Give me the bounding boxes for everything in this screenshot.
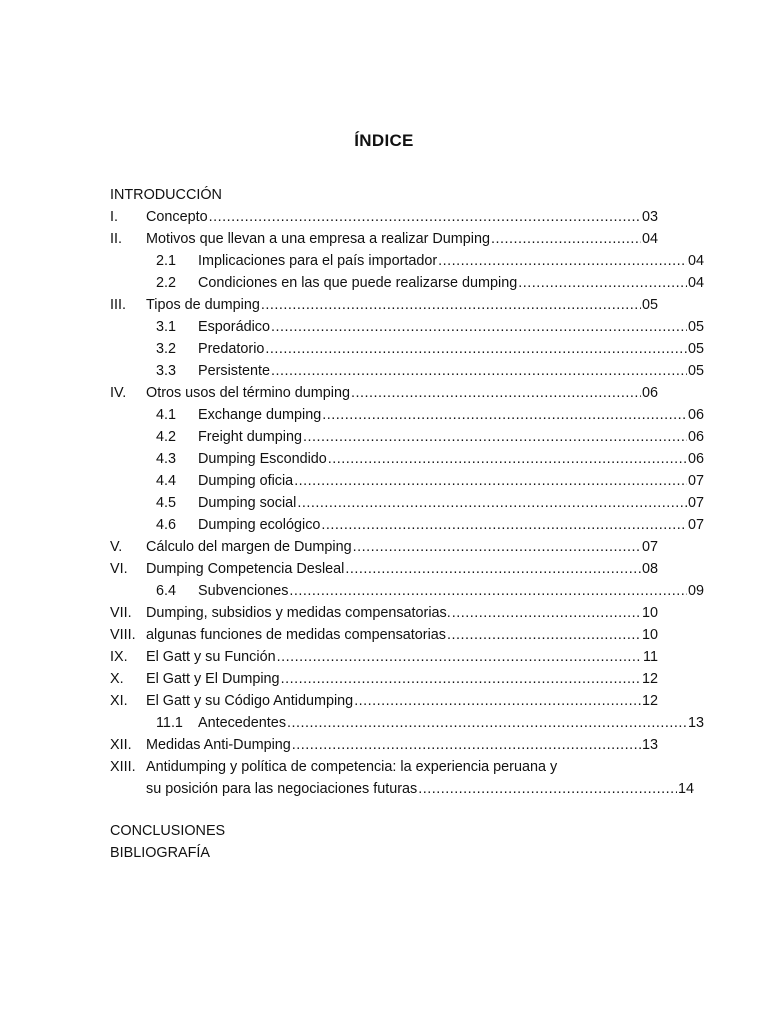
toc-subentry [110, 316, 704, 338]
toc-page: 12 [641, 693, 658, 709]
bibliography-heading: BIBLIOGRAFÍA [110, 845, 210, 861]
toc-page: 11 [643, 649, 658, 665]
toc-number: 4.3 [156, 451, 177, 467]
toc-number: IV. [110, 385, 127, 401]
toc-number: VII. [110, 605, 132, 621]
dot-leader [294, 470, 687, 492]
toc-number: VI. [110, 561, 128, 577]
dot-leader [271, 316, 687, 338]
dot-leader [345, 558, 641, 580]
toc-page: 07 [687, 495, 704, 511]
toc-entry [110, 734, 658, 756]
dot-leader [354, 690, 641, 712]
toc-number: 4.5 [156, 495, 177, 511]
toc-number: 4.6 [156, 517, 177, 533]
toc-page: 14 [677, 781, 694, 797]
toc-number: 11.1 [156, 715, 183, 731]
toc-page: 06 [641, 385, 658, 401]
toc-entry [110, 602, 658, 624]
toc-subentry [110, 470, 704, 492]
toc-page: 12 [641, 671, 658, 687]
dot-leader [261, 294, 641, 316]
toc-label: Implicaciones para el país importador [198, 253, 438, 269]
toc-subentry [110, 272, 704, 294]
toc-label: Subvenciones [198, 583, 289, 599]
toc-number: 2.1 [156, 253, 177, 269]
toc-subentry [110, 404, 704, 426]
toc-page: 06 [687, 407, 704, 423]
toc-page: 10 [641, 605, 658, 621]
dot-leader [328, 448, 687, 470]
toc-label: su posición para las negociaciones futuras [146, 781, 418, 797]
dot-leader [287, 712, 687, 734]
dot-leader [292, 734, 641, 756]
toc-label: Dumping Competencia Desleal [146, 561, 345, 577]
toc-label: Concepto [146, 209, 208, 225]
toc-label: Exchange dumping [198, 407, 322, 423]
toc-number: 6.4 [156, 583, 177, 599]
toc-entry [110, 668, 658, 690]
dot-leader [491, 228, 641, 250]
dot-leader [209, 206, 641, 228]
toc-label: Dumping oficia [198, 473, 294, 489]
toc-number: 3.2 [156, 341, 177, 357]
toc-page: 06 [687, 451, 704, 467]
toc-label: Antidumping y política de competencia: la experiencia peruana y [146, 759, 558, 775]
toc-entry [110, 690, 658, 712]
toc-subentry [110, 250, 704, 272]
toc-label: Otros usos del término dumping [146, 385, 350, 401]
dot-leader [277, 646, 642, 668]
dot-leader [289, 580, 687, 602]
toc-entry [110, 536, 658, 558]
dot-leader [271, 360, 687, 382]
dot-leader [265, 338, 687, 360]
dot-leader [281, 668, 641, 690]
toc-label: El Gatt y su Código Antidumping [146, 693, 354, 709]
conclusions-heading: CONCLUSIONES [110, 823, 226, 839]
toc-number: X. [110, 671, 124, 687]
toc-number: 4.2 [156, 429, 177, 445]
toc-subentry [110, 360, 704, 382]
toc-label: El Gatt y El Dumping [146, 671, 280, 687]
dot-leader [321, 514, 687, 536]
intro-heading: INTRODUCCIÓN [110, 187, 222, 203]
toc-page: 08 [641, 561, 658, 577]
toc-label: Esporádico [198, 319, 270, 335]
toc-page: 07 [687, 473, 704, 489]
dot-leader [322, 404, 687, 426]
toc-number: 2.2 [156, 275, 177, 291]
dot-leader [518, 272, 687, 294]
toc-number: XI. [110, 693, 128, 709]
toc-number: 4.1 [156, 407, 177, 423]
toc-subentry [110, 492, 704, 514]
toc-number: IX. [110, 649, 128, 665]
toc-entry [110, 206, 658, 228]
dot-leader [351, 382, 641, 404]
toc-label: Dumping social [198, 495, 297, 511]
dot-leader [438, 250, 687, 272]
toc-label: Condiciones en las que puede realizarse dumping [198, 275, 518, 291]
toc-page: 07 [687, 517, 704, 533]
dot-leader [418, 778, 677, 800]
toc-subentry [110, 426, 704, 448]
toc-page: 04 [687, 275, 704, 291]
toc-entry [110, 294, 658, 316]
toc-number: 4.4 [156, 473, 177, 489]
toc-subentry [110, 712, 704, 734]
toc-subentry [110, 580, 704, 602]
index-title: ÍNDICE [354, 131, 414, 150]
toc-entry [110, 756, 658, 778]
toc-page: 13 [687, 715, 704, 731]
dot-leader [353, 536, 641, 558]
toc-label: Dumping, subsidios y medidas compensatorias. [146, 605, 451, 621]
dot-leader [447, 624, 641, 646]
toc-page: 05 [687, 341, 704, 357]
toc-subentry [110, 338, 704, 360]
toc-page: 13 [641, 737, 658, 753]
toc-entry [110, 382, 658, 404]
toc-page: 04 [687, 253, 704, 269]
toc-label: Cálculo del margen de Dumping [146, 539, 352, 555]
toc-label: algunas funciones de medidas compensatorias [146, 627, 446, 643]
toc-subentry [110, 514, 704, 536]
toc-label: Predatorio [198, 341, 265, 357]
toc-number: 3.1 [156, 319, 177, 335]
toc-label: El Gatt y su Función [146, 649, 276, 665]
toc-number: V. [110, 539, 123, 555]
toc-number: III. [110, 297, 126, 313]
toc-page: 05 [687, 363, 704, 379]
dot-leader [452, 602, 641, 624]
toc-page: 05 [687, 319, 704, 335]
dot-leader [297, 492, 687, 514]
toc-number: VIII. [110, 627, 136, 643]
toc-number: XIII. [110, 759, 136, 775]
toc-entry [110, 228, 658, 250]
toc-label: Tipos de dumping [146, 297, 260, 313]
toc-entry-continuation [110, 778, 694, 800]
toc-entry [110, 646, 658, 668]
toc-entry [110, 558, 658, 580]
toc-label: Dumping Escondido [198, 451, 327, 467]
toc-page: 06 [687, 429, 704, 445]
toc-entry [110, 624, 658, 646]
toc-number: II. [110, 231, 122, 247]
toc-page: 05 [641, 297, 658, 313]
toc-page: 04 [641, 231, 658, 247]
toc-subentry [110, 448, 704, 470]
toc-page: 09 [687, 583, 704, 599]
toc-label: Medidas Anti-Dumping [146, 737, 291, 753]
toc-label: Persistente [198, 363, 270, 379]
toc-label: Dumping ecológico [198, 517, 321, 533]
toc-number: 3.3 [156, 363, 177, 379]
toc-page: 10 [641, 627, 658, 643]
toc-label: Antecedentes [198, 715, 287, 731]
toc-label: Freight dumping [198, 429, 302, 445]
toc-label: Motivos que llevan a una empresa a realizar Dumping [146, 231, 490, 247]
toc-number: I. [110, 209, 118, 225]
toc-number: XII. [110, 737, 132, 753]
toc-page: 07 [641, 539, 658, 555]
dot-leader [303, 426, 687, 448]
toc-page: 03 [641, 209, 658, 225]
